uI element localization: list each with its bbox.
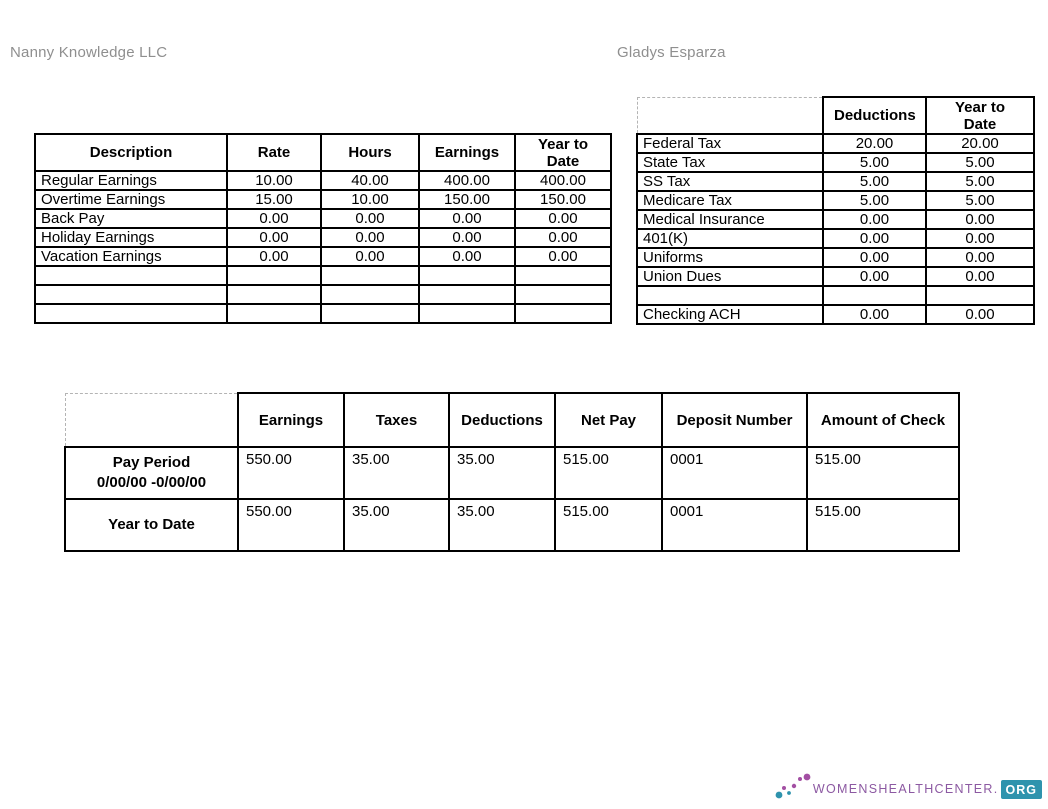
row-label-cell: Uniforms — [637, 248, 823, 267]
logo-dots-icon — [773, 768, 811, 800]
col-header-earnings: Earnings — [238, 393, 344, 447]
value-cell: 550.00 — [238, 499, 344, 551]
value-cell: 10.00 — [227, 171, 321, 190]
col-header-net-pay: Net Pay — [555, 393, 662, 447]
summary-header-row — [65, 393, 959, 447]
table-row — [35, 266, 611, 285]
value-cell: 515.00 — [555, 447, 662, 499]
value-cell: 150.00 — [419, 190, 515, 209]
value-cell — [926, 286, 1034, 305]
col-header-year-to-date: Year to Date — [515, 134, 611, 171]
womenshealthcenter-logo — [773, 770, 1042, 802]
col-header-year-to-date: Year to Date — [926, 97, 1034, 134]
value-cell: 0.00 — [419, 209, 515, 228]
value-cell: 550.00 — [238, 447, 344, 499]
value-cell: 0.00 — [823, 267, 926, 286]
table-row — [35, 190, 611, 209]
table-row — [35, 228, 611, 247]
value-cell: 400.00 — [419, 171, 515, 190]
value-cell: 0.00 — [227, 247, 321, 266]
table-row — [35, 304, 611, 323]
value-cell — [321, 304, 419, 323]
value-cell: 515.00 — [555, 499, 662, 551]
col-header-deductions: Deductions — [449, 393, 555, 447]
row-label-cell — [35, 285, 227, 304]
logo-org-badge: ORG — [1001, 780, 1042, 799]
col-header-amount-of-check: Amount of Check — [807, 393, 959, 447]
row-label-cell: Back Pay — [35, 209, 227, 228]
table-row — [637, 191, 1034, 210]
value-cell: 0.00 — [515, 209, 611, 228]
value-cell: 0.00 — [823, 210, 926, 229]
value-cell — [227, 266, 321, 285]
employee-name: Gladys Esparza — [617, 44, 726, 61]
value-cell: 0.00 — [823, 248, 926, 267]
row-label-cell: Overtime Earnings — [35, 190, 227, 209]
table-row — [35, 209, 611, 228]
value-cell: 400.00 — [515, 171, 611, 190]
col-header-blank — [637, 97, 823, 134]
value-cell: 5.00 — [926, 191, 1034, 210]
row-label-cell: SS Tax — [637, 172, 823, 191]
company-name: Nanny Knowledge LLC — [10, 44, 168, 61]
value-cell: 150.00 — [515, 190, 611, 209]
value-cell: 0.00 — [321, 247, 419, 266]
value-cell: 5.00 — [823, 172, 926, 191]
table-row — [637, 286, 1034, 305]
col-header-deposit-number: Deposit Number — [662, 393, 807, 447]
value-cell: 515.00 — [807, 499, 959, 551]
row-label-cell: Year to Date — [65, 499, 238, 551]
value-cell: 5.00 — [926, 172, 1034, 191]
value-cell: 0.00 — [515, 228, 611, 247]
row-label-cell: Holiday Earnings — [35, 228, 227, 247]
deductions-table — [636, 96, 1035, 325]
table-row — [637, 229, 1034, 248]
row-label-cell: 401(K) — [637, 229, 823, 248]
value-cell: 0.00 — [823, 305, 926, 324]
deductions-header-row — [637, 97, 1034, 134]
col-header-rate: Rate — [227, 134, 321, 171]
earnings-table — [34, 133, 612, 324]
value-cell — [227, 285, 321, 304]
row-label-cell: Regular Earnings — [35, 171, 227, 190]
row-label-cell: Vacation Earnings — [35, 247, 227, 266]
value-cell: 515.00 — [807, 447, 959, 499]
value-cell: 35.00 — [344, 447, 449, 499]
row-label-cell — [35, 304, 227, 323]
value-cell: 0.00 — [926, 267, 1034, 286]
value-cell — [419, 304, 515, 323]
value-cell: 0.00 — [823, 229, 926, 248]
value-cell — [321, 266, 419, 285]
value-cell: 5.00 — [823, 153, 926, 172]
table-row — [35, 171, 611, 190]
value-cell: 0.00 — [926, 229, 1034, 248]
col-header-description: Description — [35, 134, 227, 171]
value-cell — [515, 266, 611, 285]
col-header-deductions: Deductions — [823, 97, 926, 134]
table-row — [35, 285, 611, 304]
row-label-cell: Federal Tax — [637, 134, 823, 153]
row-label-cell — [637, 286, 823, 305]
table-row — [65, 447, 959, 499]
table-row — [35, 247, 611, 266]
value-cell: 0.00 — [419, 247, 515, 266]
row-label-cell: State Tax — [637, 153, 823, 172]
row-label-cell: Pay Period 0/00/00 -0/00/00 — [65, 447, 238, 499]
value-cell: 0.00 — [926, 305, 1034, 324]
table-row — [65, 499, 959, 551]
col-header-hours: Hours — [321, 134, 419, 171]
table-row — [637, 153, 1034, 172]
value-cell: 0001 — [662, 447, 807, 499]
col-header-earnings: Earnings — [419, 134, 515, 171]
value-cell: 0.00 — [227, 228, 321, 247]
value-cell: 35.00 — [344, 499, 449, 551]
value-cell: 35.00 — [449, 499, 555, 551]
value-cell: 40.00 — [321, 171, 419, 190]
value-cell — [419, 285, 515, 304]
value-cell: 10.00 — [321, 190, 419, 209]
row-label-cell: Union Dues — [637, 267, 823, 286]
value-cell: 0.00 — [321, 209, 419, 228]
value-cell — [321, 285, 419, 304]
table-row — [637, 305, 1034, 324]
value-cell — [419, 266, 515, 285]
row-label-cell: Checking ACH — [637, 305, 823, 324]
value-cell: 5.00 — [926, 153, 1034, 172]
value-cell: 5.00 — [823, 191, 926, 210]
value-cell — [823, 286, 926, 305]
table-row — [637, 134, 1034, 153]
table-row — [637, 172, 1034, 191]
earnings-header-row — [35, 134, 611, 171]
table-row — [637, 267, 1034, 286]
value-cell: 0.00 — [926, 248, 1034, 267]
value-cell: 20.00 — [926, 134, 1034, 153]
logo-text: WOMENSHEALTHCENTER. — [812, 782, 999, 796]
value-cell: 0001 — [662, 499, 807, 551]
value-cell: 35.00 — [449, 447, 555, 499]
value-cell: 0.00 — [321, 228, 419, 247]
table-row — [637, 210, 1034, 229]
value-cell: 15.00 — [227, 190, 321, 209]
row-label-cell: Medicare Tax — [637, 191, 823, 210]
value-cell — [515, 285, 611, 304]
col-header-blank — [65, 393, 238, 447]
value-cell: 20.00 — [823, 134, 926, 153]
value-cell: 0.00 — [926, 210, 1034, 229]
value-cell: 0.00 — [419, 228, 515, 247]
value-cell — [515, 304, 611, 323]
summary-table — [64, 392, 960, 552]
table-row — [637, 248, 1034, 267]
row-label-cell — [35, 266, 227, 285]
col-header-taxes: Taxes — [344, 393, 449, 447]
value-cell: 0.00 — [227, 209, 321, 228]
value-cell — [227, 304, 321, 323]
row-label-cell: Medical Insurance — [637, 210, 823, 229]
value-cell: 0.00 — [515, 247, 611, 266]
